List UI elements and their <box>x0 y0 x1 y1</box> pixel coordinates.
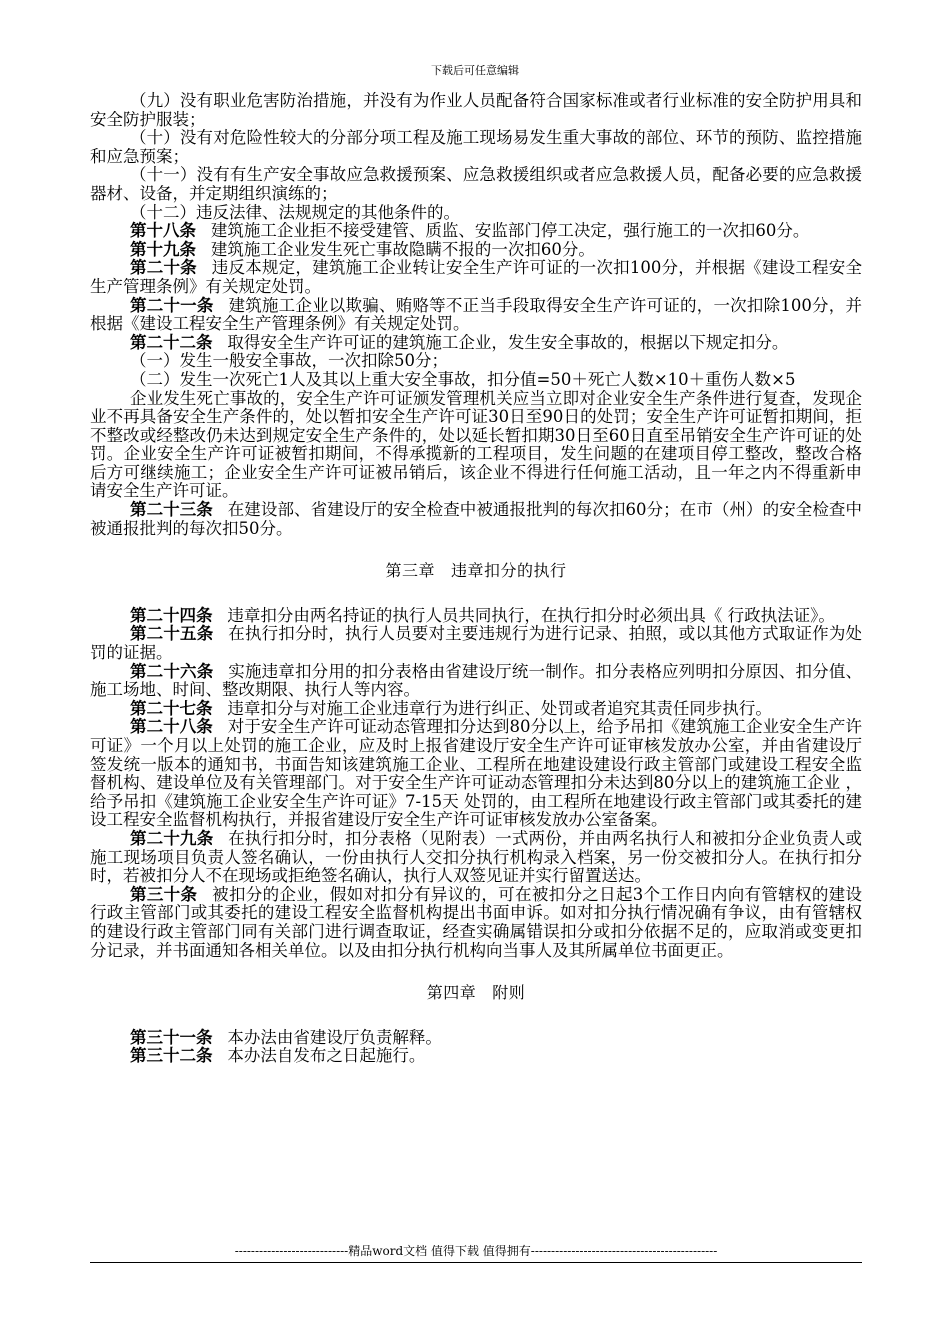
chapter-heading <box>90 562 862 581</box>
page-footer: ----------------------------精品word文档 值得下载 值得拥有---------------------------------------------- <box>234 1244 718 1258</box>
article-paragraph <box>90 241 862 260</box>
article-paragraph <box>90 663 862 700</box>
chapter-heading <box>90 984 862 1003</box>
article-paragraph <box>90 297 862 334</box>
article-paragraph <box>90 718 862 830</box>
article-paragraph <box>90 259 862 296</box>
article-paragraph <box>90 830 862 886</box>
chapter-number: 第三章 <box>385 561 435 581</box>
body-paragraph: 企业发生死亡事故的，安全生产许可证颁发管理机关应当立即对企业安全生产条件进行复查，发现企业不再具备安全生产条件的，处以暂扣安全生产许可证30日至90日的处罚；安全生产许可证暂扣期间，拒不整改或经整改仍未达到规定安全生产条件的，处以延长暂扣期30日至60日直至吊销安全生产许可证的处罚。企业安全生产许可证被暂扣期间，不得承揽新的工程项目，发生问题的在建项目停工整改，整改合格后方可继续施工；企业安全生产许可证被吊销后，该企业不得进行任何施工活动，且一年之内不得重新申请安全生产许可证。 <box>90 388 862 501</box>
body-paragraph: （一）发生一般安全事故，一次扣除50分； <box>130 351 448 371</box>
article-text: 违反本规定，建筑施工企业转让安全生产许可证的一次扣100分，并根据《建设工程安全生产管理条例》有关规定处罚。 <box>90 258 863 296</box>
article-label: 第二十六条 <box>130 661 214 681</box>
article-text: 建筑施工企业发生死亡事故隐瞒不报的一次扣60分。 <box>210 239 595 259</box>
article-label: 第十八条 <box>130 221 196 241</box>
article-paragraph <box>90 501 862 538</box>
article-label: 第二十五条 <box>130 624 214 644</box>
chapter-title: 违章扣分的执行 <box>451 561 567 581</box>
article-paragraph <box>90 334 862 353</box>
article-paragraph <box>90 700 862 719</box>
article-text: 本办法自发布之日起施行。 <box>227 1046 426 1066</box>
article-text: 被扣分的企业，假如对扣分有异议的，可在被扣分之日起3个工作日内向有管辖权的建设行政主管部门或其委托的建设工程安全监督机构提出书面申诉。如对扣分执行情况确有争议，由有管辖权的建设行政主管部门同有关部门进行调查取证，经查实确属错误扣分或扣分依据不足的，应取消或变更扣分记录，并书面通知各相关单位。以及由扣分执行机构向当事人及其所属单位书面更正。 <box>90 884 863 960</box>
article-text: 取得安全生产许可证的建筑施工企业，发生安全事故的，根据以下规定扣分。 <box>227 332 789 352</box>
article-label: 第二十九条 <box>130 828 214 848</box>
document-body <box>90 92 862 1066</box>
article-text: 对于安全生产许可证动态管理扣分达到80分以上，给予吊扣《建筑施工企业安全生产许可证》一个月以上处罚的施工企业，应及时上报省建设厅安全生产许可证审核发放办公室，并由省建设厅签发统一版本的通知书，书面告知该建筑施工企业、工程所在地建设建设行政主管部门或建设工程安全监督机构、建设单位及有关管理部门。对于安全生产许可证动态管理扣分未达到80分以上的建筑施工企业 ，给予吊扣《建筑施工企业安全生产许可证》7-15天 处罚的，由工程所在地建设行政主管部门或其委托的建设工程安全监督机构执行，并报省建设厅安全生产许可证审核发放办公室备案。 <box>90 717 863 830</box>
article-text: 在执行扣分时，执行人员要对主要违规行为进行记录、拍照，或以其他方式取证作为处罚的证据。 <box>90 624 863 663</box>
article-label: 第三十二条 <box>130 1046 213 1066</box>
article-label: 第二十四条 <box>130 605 213 625</box>
article-text: 实施违章扣分用的扣分表格由省建设厅统一制作。扣分表格应列明扣分原因、扣分值、施工场地、时间、整改期限、执行人等内容。 <box>90 661 863 700</box>
article-text: 在建设部、省建设厅的安全检查中被通报批判的每次扣60分；在市（州）的安全检查中被通报批判的每次扣50分。 <box>90 500 863 538</box>
article-label: 第二十三条 <box>130 500 213 520</box>
article-text: 建筑施工企业拒不接受建管、质监、安监部门停工决定，强行施工的一次扣60分。 <box>210 221 810 241</box>
article-label: 第二十七条 <box>130 698 213 718</box>
article-text: 违章扣分由两名持证的执行人员共同执行，在执行扣分时必须出具《 行政执法证》。 <box>227 605 835 625</box>
body-paragraph: （十二）违反法律、法规规定的其他条件的。 <box>130 202 460 222</box>
article-label: 第二十一条 <box>130 295 214 315</box>
article-label: 第二十八条 <box>130 717 213 737</box>
article-paragraph <box>90 1029 862 1048</box>
footer-rule <box>90 1262 862 1263</box>
chapter-number: 第四章 <box>426 983 477 1003</box>
article-label: 第三十条 <box>130 884 198 904</box>
article-paragraph <box>90 1047 862 1066</box>
page-header: 下载后可任意编辑 <box>431 64 519 77</box>
article-label: 第二十二条 <box>130 332 213 352</box>
article-label: 第二十条 <box>130 258 197 278</box>
article-label: 第十九条 <box>130 239 196 259</box>
article-text: 本办法由省建设厅负责解释。 <box>227 1027 442 1047</box>
article-text: 建筑施工企业以欺骗、贿赂等不正当手段取得安全生产许可证的，一次扣除100分，并根据《建设工程安全生产管理条例》有关规定处罚。 <box>90 295 863 334</box>
article-paragraph <box>90 625 862 662</box>
article-text: 在执行扣分时，扣分表格（见附表）一式两份，并由两名执行人和被扣分企业负责人或施工现场项目负责人签名确认，一份由执行人交扣分执行机构录入档案，另一份交被扣分人。在执行扣分时，若被扣分人不在现场或拒绝签名确认，执行人双签见证并实行留置送达。 <box>90 828 863 886</box>
article-label: 第三十一条 <box>130 1027 213 1047</box>
article-text: 违章扣分与对施工企业违章行为进行纠正、处罚或者追究其责任同步执行。 <box>227 698 772 718</box>
body-paragraph: （十）没有对危险性较大的分部分项工程及施工现场易发生重大事故的部位、环节的预防、监控措施和应急预案； <box>90 128 862 166</box>
body-paragraph: （二）发生一次死亡1人及其以上重大安全事故，扣分值=50＋死亡人数×10＋重伤人数×5 <box>130 369 796 389</box>
body-paragraph: （十一）没有有生产安全事故应急救援预案、应急救援组织或者应急救援人员，配备必要的应急救援器材、设备，并定期组织演练的； <box>90 165 862 203</box>
body-paragraph: （九）没有职业危害防治措施，并没有为作业人员配备符合国家标准或者行业标准的安全防护用具和安全防护服装； <box>90 91 862 129</box>
article-paragraph <box>90 886 862 960</box>
chapter-title: 附则 <box>492 983 526 1003</box>
article-paragraph <box>90 222 862 241</box>
article-paragraph <box>90 607 862 626</box>
